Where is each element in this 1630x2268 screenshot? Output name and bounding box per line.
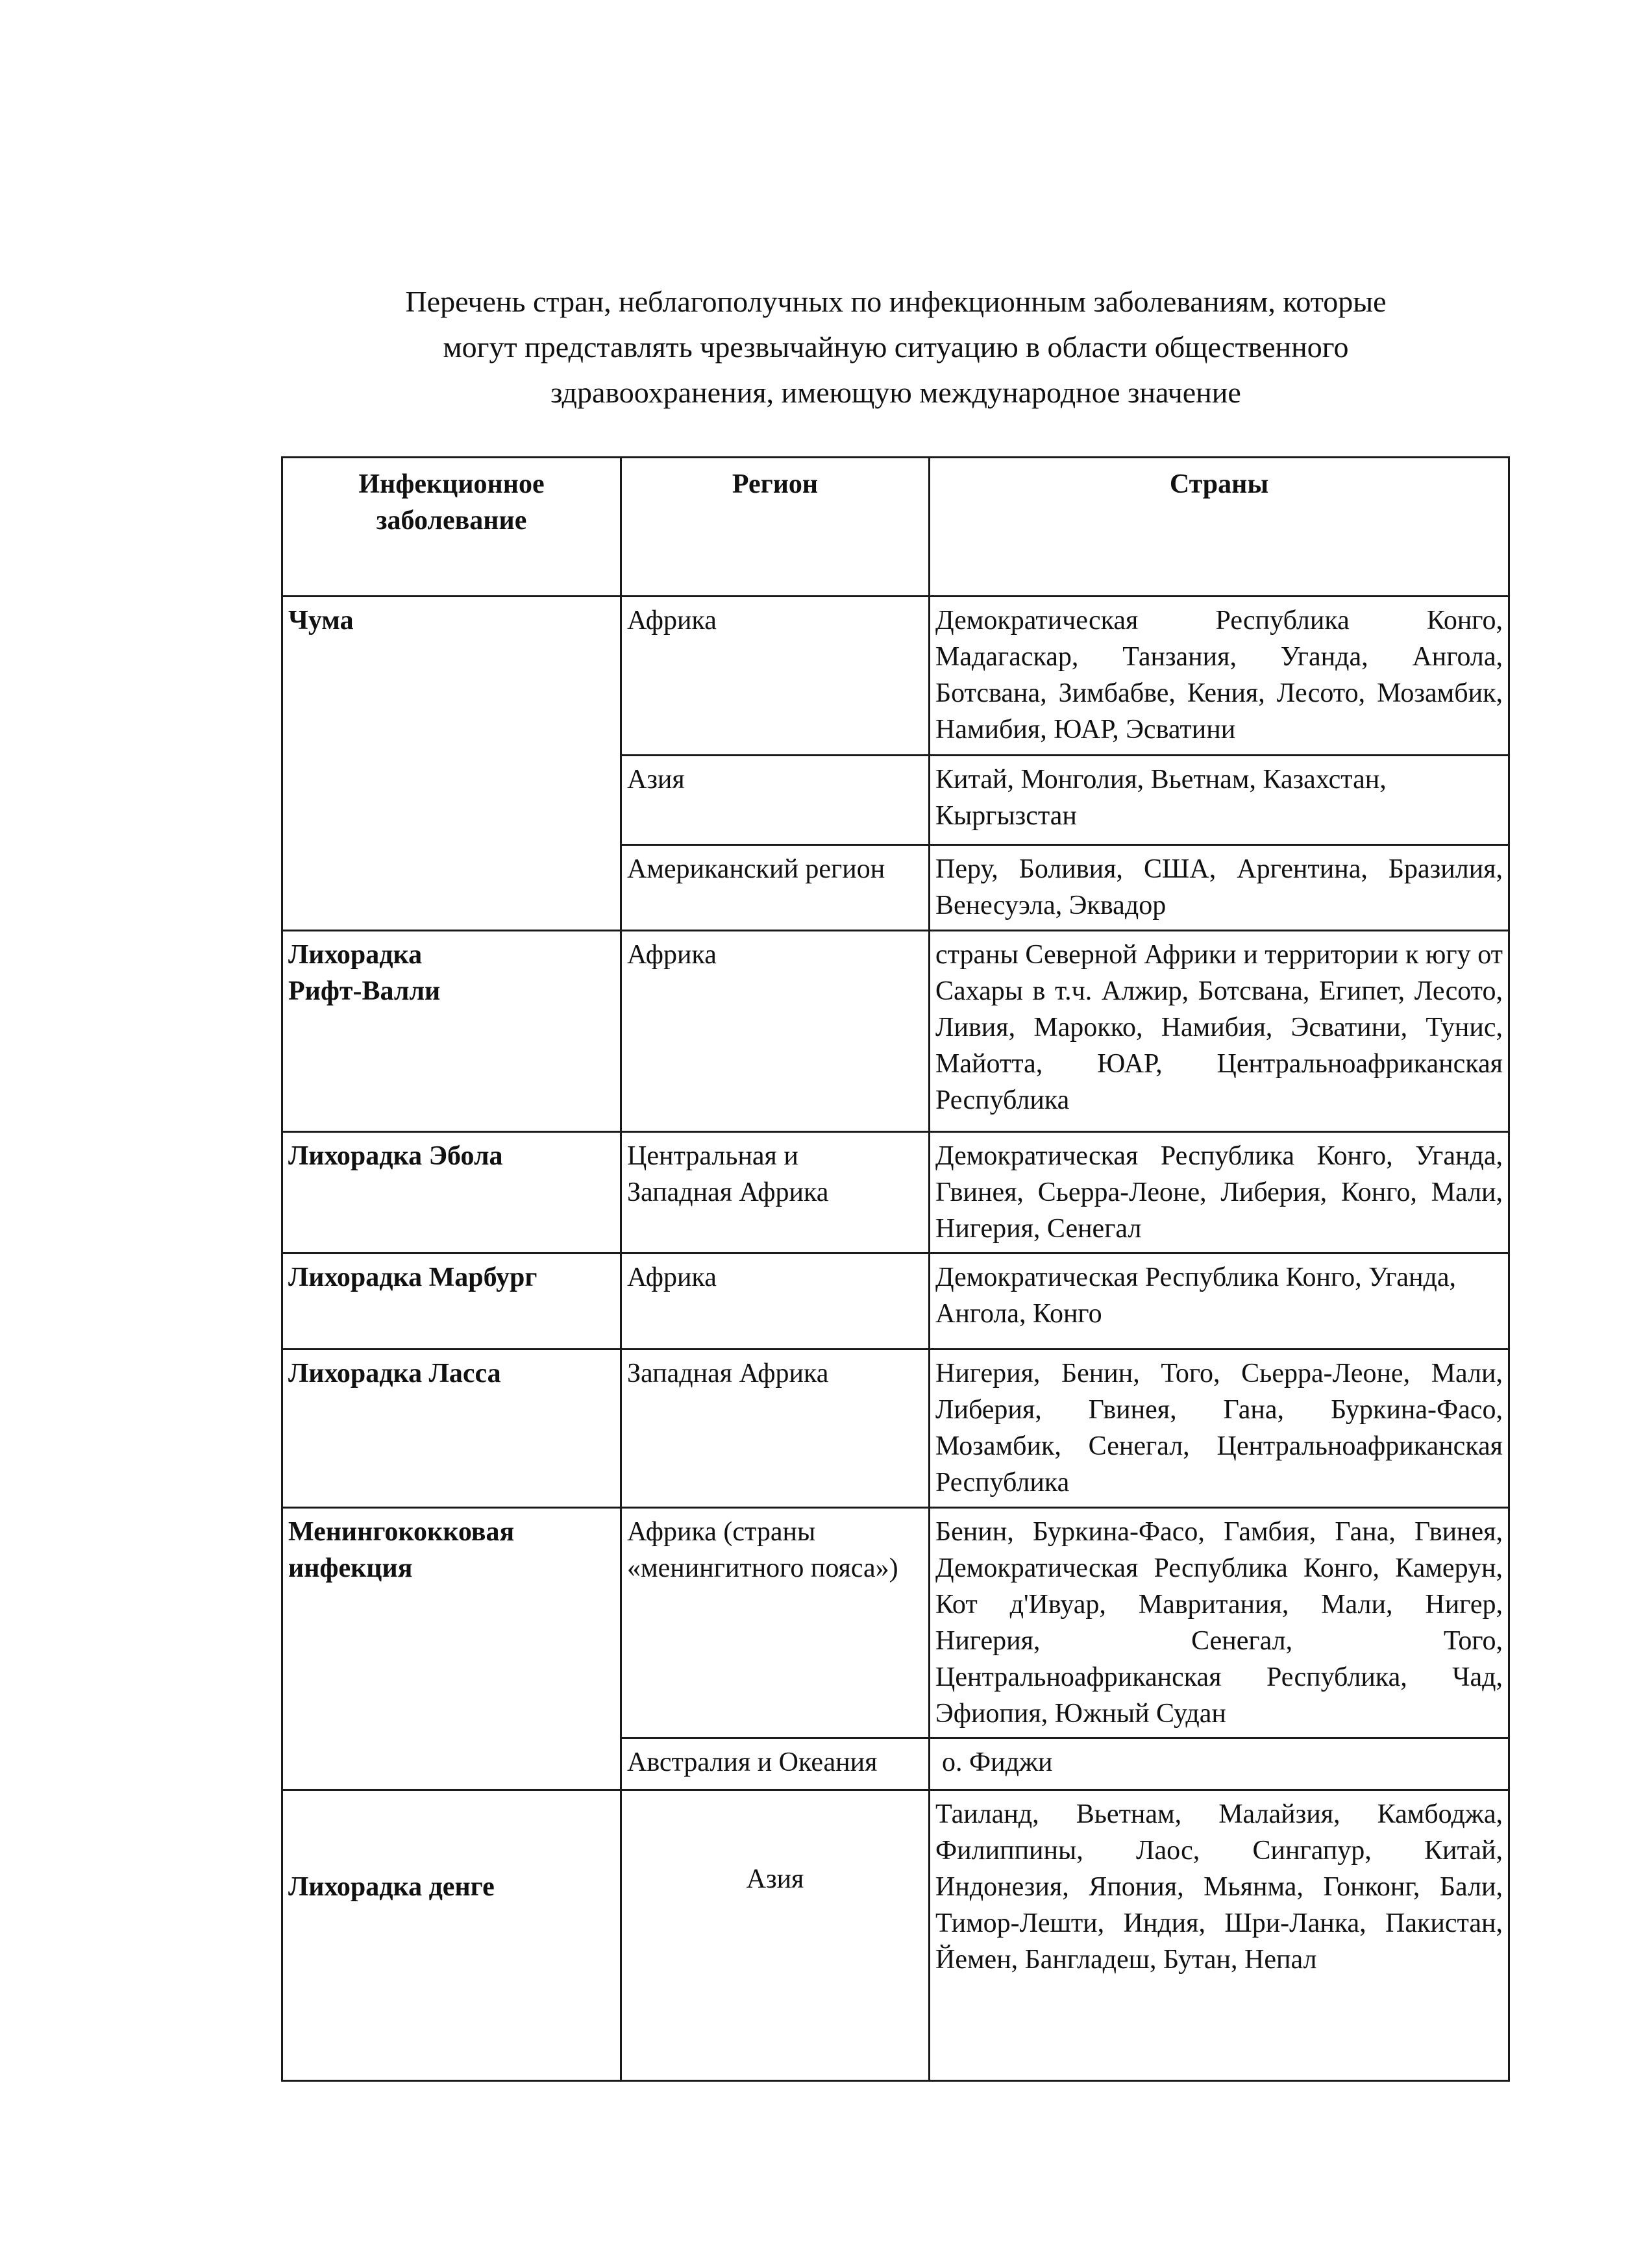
countries-cell: Нигерия, Бенин, Того, Сьерра-Леоне, Мали, Либерия, Гвинея, Гана, Буркина-Фасо, Мозамбик, Сенегал, Центральноафриканская Республика — [930, 1350, 1509, 1508]
region-cell: Австралия и Океания — [621, 1738, 930, 1790]
disease-cell: Чума — [282, 597, 621, 931]
header-countries: Страны — [930, 458, 1509, 597]
disease-cell: Лихорадка денге — [282, 1790, 621, 2081]
region-cell: Африка (страны «менингитного пояса») — [621, 1508, 930, 1738]
table-header-row — [282, 458, 1509, 597]
disease-cell: Лихорадка Рифт-Валли — [282, 931, 621, 1132]
region-cell: Африка — [621, 931, 930, 1132]
title-line: могут представлять чрезвычайную ситуацию в области общественного — [443, 330, 1349, 364]
table-row — [282, 597, 1509, 756]
countries-cell: Демократическая Республика Конго, Уганда, Ангола, Конго — [930, 1253, 1509, 1350]
title-line: здравоохранения, имеющую международное значение — [550, 376, 1241, 409]
table-row — [282, 1253, 1509, 1350]
document-title — [260, 279, 1532, 415]
region-cell: Западная Африка — [621, 1350, 930, 1508]
countries-cell: Таиланд, Вьетнам, Малайзия, Камбоджа, Филиппины, Лаос, Сингапур, Китай, Индонезия, Япония, Мьянма, Гонконг, Бали, Тимор-Лешти, Индия, Шри-Ланка, Пакистан, Йемен, Бангладеш, Бутан, Непал — [930, 1790, 1509, 2081]
table-row — [282, 931, 1509, 1132]
disease-cell: Менингококковая инфекция — [282, 1508, 621, 1790]
countries-cell: Перу, Боливия, США, Аргентина, Бразилия, Венесуэла, Эквадор — [930, 845, 1509, 931]
region-cell: Американский регион — [621, 845, 930, 931]
region-cell: Африка — [621, 597, 930, 756]
countries-cell: о. Фиджи — [930, 1738, 1509, 1790]
table-row — [282, 1508, 1509, 1738]
countries-cell: Демократическая Республика Конго, Мадагаскар, Танзания, Уганда, Ангола, Ботсвана, Зимбабве, Кения, Лесото, Мозамбик, Намибия, ЮАР, Эсватини — [930, 597, 1509, 756]
disease-countries-table — [281, 456, 1510, 2082]
disease-cell: Лихорадка Марбург — [282, 1253, 621, 1350]
countries-cell: Бенин, Буркина-Фасо, Гамбия, Гана, Гвинея, Демократическая Республика Конго, Камерун, Кот д'Ивуар, Мавритания, Мали, Нигер, Нигерия, Сенегал, Того, Центральноафриканская Республика, Чад, Эфиопия, Южный Судан — [930, 1508, 1509, 1738]
region-cell: Центральная и Западная Африка — [621, 1132, 930, 1253]
header-disease: Инфекционное заболевание — [282, 458, 621, 597]
title-line: Перечень стран, неблагополучных по инфекционным заболеваниям, которые — [405, 285, 1387, 318]
table-row — [282, 1132, 1509, 1253]
disease-cell: Лихорадка Ласса — [282, 1350, 621, 1508]
table-row — [282, 1350, 1509, 1508]
region-cell: Африка — [621, 1253, 930, 1350]
countries-cell: Демократическая Республика Конго, Уганда, Гвинея, Сьерра-Леоне, Либерия, Конго, Мали, Нигерия, Сенегал — [930, 1132, 1509, 1253]
region-cell: Азия — [621, 756, 930, 845]
countries-cell: страны Северной Африки и территории к югу от Сахары в т.ч. Алжир, Ботсвана, Египет, Лесото, Ливия, Марокко, Намибия, Эсватини, Тунис, Майотта, ЮАР, Центральноафриканская Республика — [930, 931, 1509, 1132]
region-cell: Азия — [621, 1790, 930, 2081]
disease-cell: Лихорадка Эбола — [282, 1132, 621, 1253]
header-region: Регион — [621, 458, 930, 597]
table-row — [282, 1790, 1509, 2081]
countries-cell: Китай, Монголия, Вьетнам, Казахстан, Кыргызстан — [930, 756, 1509, 845]
